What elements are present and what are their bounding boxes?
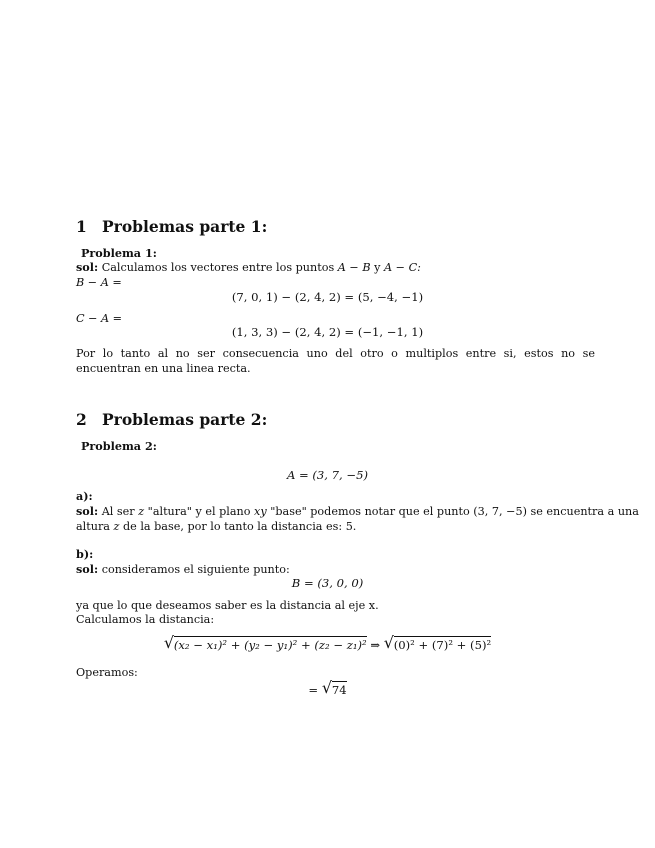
part-b-label: b):: [76, 547, 94, 561]
sqrt-result: [321, 678, 347, 697]
section-1-heading: [76, 217, 267, 236]
result-value: 74: [331, 683, 347, 697]
part-b-reason: ya que lo que deseamos saber es la distancia al eje x.: [76, 599, 379, 612]
variable-z: z: [113, 520, 120, 533]
result-equation: [0, 678, 655, 697]
section-title: Problemas parte 1:: [102, 217, 268, 236]
sol-label: sol:: [76, 260, 99, 274]
sol-text: Calculamos los vectores entre los puntos: [101, 261, 335, 274]
part-b-calc-intro: Calculamos la distancia:: [76, 613, 215, 626]
text: consideramos el siguiente punto:: [101, 563, 290, 576]
section-2-heading: [76, 410, 267, 429]
problem-2-heading: Problema 2:: [81, 439, 157, 453]
part-a-solution-line-2: [76, 519, 356, 534]
vector-a-minus-b: A − B: [337, 261, 371, 274]
part-a-label: a):: [76, 489, 93, 503]
point-b-equation: B = (3, 0, 0): [291, 576, 364, 590]
substituted-values: (0)² + (7)² + (5)²: [393, 638, 492, 652]
implies-symbol: ⇒: [370, 638, 381, 652]
problem-1-conclusion: Por lo tanto al no ser consecuencia uno del otro o multiplos entre si, estos no se encuentran en una linea recta.: [76, 347, 595, 375]
text: Al ser: [101, 505, 135, 518]
radical-icon: √: [163, 633, 175, 652]
sol-label: sol:: [76, 504, 99, 518]
c-minus-a-equation: (1, 3, 3) − (2, 4, 2) = (−1, −1, 1): [231, 325, 424, 339]
point-a-equation: A = (3, 7, −5): [286, 468, 369, 482]
vector-a-minus-c: A − C:: [384, 261, 421, 274]
c-minus-a-label: C − A =: [76, 312, 123, 325]
operamos-label: Operamos:: [76, 666, 138, 679]
text: "altura" y el plano: [147, 505, 251, 518]
text: de la base, por lo tanto la distancia es: 5.: [123, 520, 357, 533]
radical-icon: √: [321, 678, 333, 697]
part-a-solution-line-1: [76, 504, 639, 519]
section-title: Problemas parte 2:: [102, 410, 268, 429]
b-minus-a-equation: (7, 0, 1) − (2, 4, 2) = (5, −4, −1): [231, 290, 424, 304]
distance-formula-equation: [0, 633, 655, 652]
sqrt-distance-formula: [163, 633, 367, 652]
sol-label: sol:: [76, 562, 99, 576]
section-number: 2: [76, 410, 87, 429]
sqrt-substituted: [383, 633, 492, 652]
section-number: 1: [76, 217, 87, 236]
part-b-solution-line: [76, 562, 290, 577]
b-minus-a-label: B − A =: [76, 276, 122, 289]
distance-formula: (x₂ − x₁)² + (y₂ − y₁)² + (z₂ − z₁)²: [173, 638, 367, 652]
text: "base" podemos notar que el punto (3, 7, −5) se encuentra a una: [270, 505, 639, 518]
problem-1-solution-line: [76, 260, 421, 275]
variable-xy: xy: [254, 505, 267, 518]
variable-z: z: [138, 505, 145, 518]
radical-icon: √: [383, 633, 394, 652]
problem-1-heading: Problema 1:: [81, 246, 157, 260]
equals-symbol: =: [308, 683, 319, 697]
and-word: y: [374, 261, 381, 274]
text: altura: [76, 520, 110, 533]
